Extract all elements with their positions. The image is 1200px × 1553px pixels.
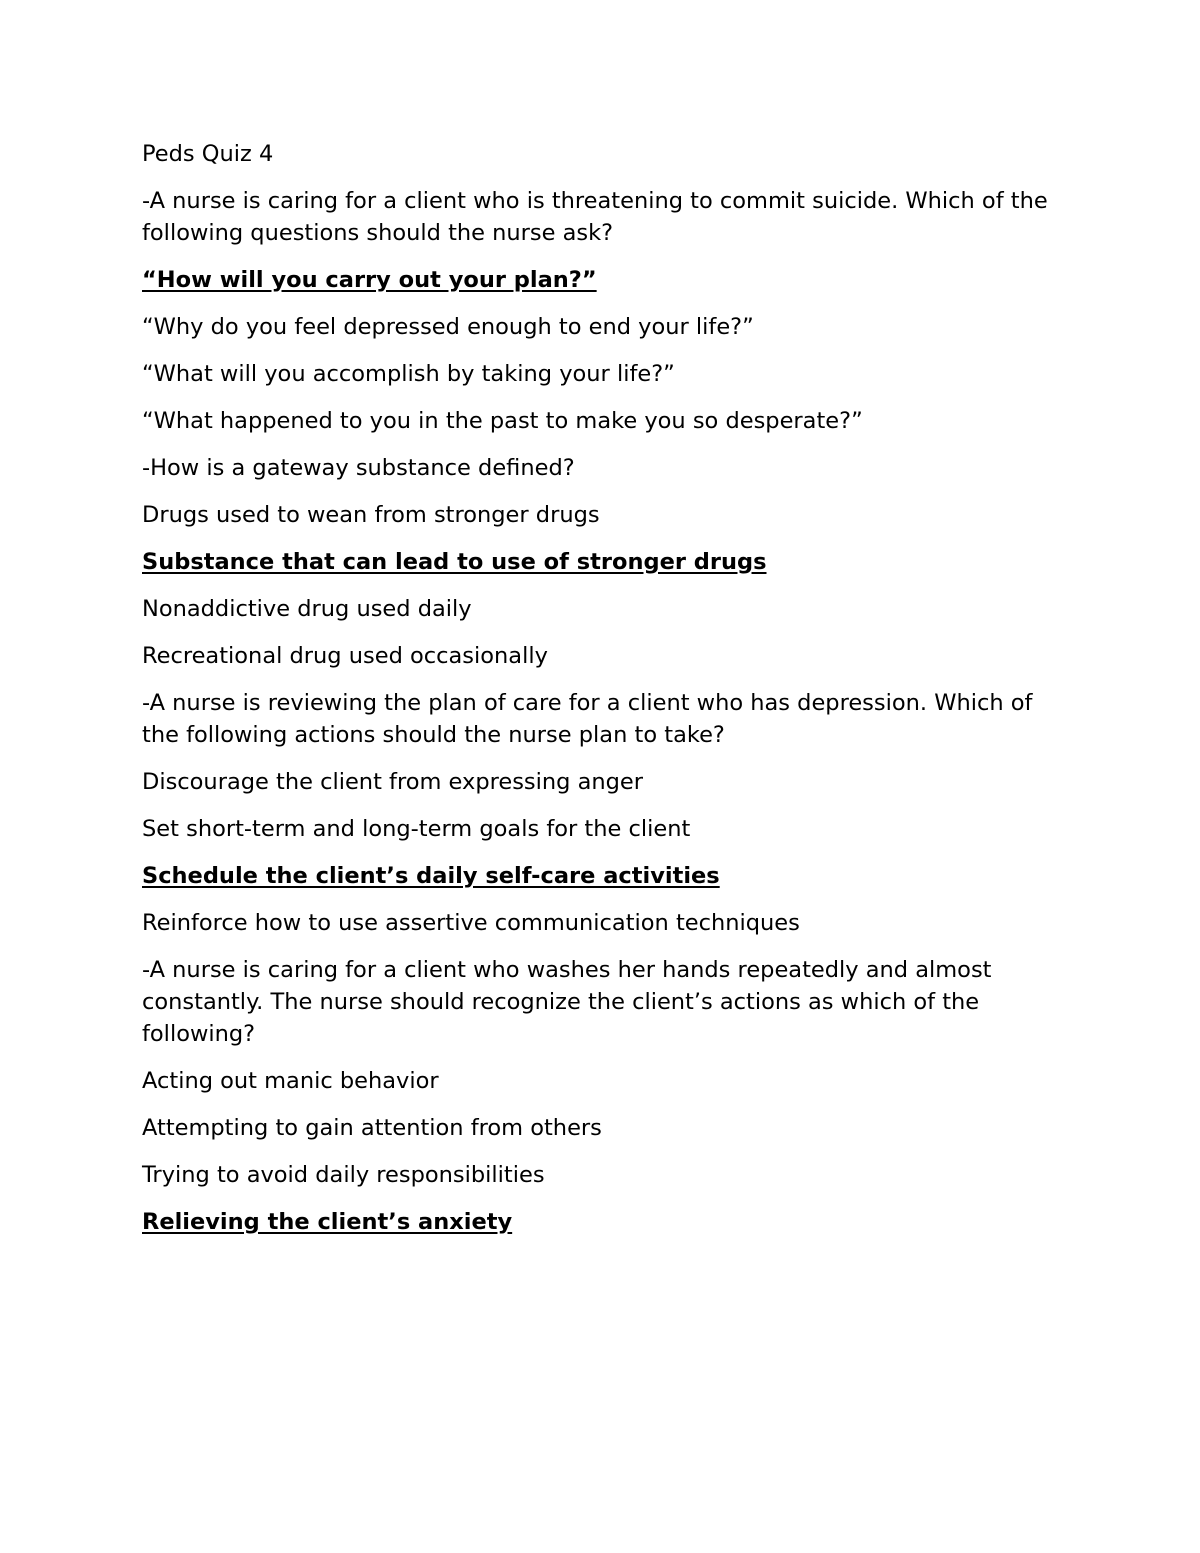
question-2-option-1: Drugs used to wean from stronger drugs — [142, 502, 600, 528]
question-4-option-4-correct: Relieving the client’s anxiety — [142, 1209, 513, 1235]
question-2-prompt: -How is a gateway substance defined? — [142, 455, 575, 481]
question-2-option-3: Nonaddictive drug used daily — [142, 596, 472, 622]
question-1-option-3: “What will you accomplish by taking your life?” — [142, 361, 675, 387]
question-4-option-3: Trying to avoid daily responsibilities — [142, 1162, 545, 1188]
question-3-option-2: Set short-term and long-term goals for the client — [142, 816, 691, 842]
question-4-prompt: -A nurse is caring for a client who washes her hands repeatedly and almost constantly. The nurse should recognize the client’s actions as which of the following? — [142, 957, 992, 1047]
question-2-option-4: Recreational drug used occasionally — [142, 643, 548, 669]
question-2-option-2-correct: Substance that can lead to use of stronger drugs — [142, 549, 767, 575]
question-1-option-1-correct: “How will you carry out your plan?” — [142, 267, 597, 293]
question-1-option-2: “Why do you feel depressed enough to end your life?” — [142, 314, 754, 340]
question-3-prompt: -A nurse is reviewing the plan of care for a client who has depression. Which of the following actions should the nurse plan to take? — [142, 690, 1033, 748]
document-title: Peds Quiz 4 — [142, 141, 274, 167]
question-3-option-3-correct: Schedule the client’s daily self-care activities — [142, 863, 720, 889]
question-1-prompt: -A nurse is caring for a client who is threatening to commit suicide. Which of the following questions should the nurse ask? — [142, 188, 1048, 246]
question-1-option-4: “What happened to you in the past to make you so desperate?” — [142, 408, 863, 434]
question-3-option-4: Reinforce how to use assertive communication techniques — [142, 910, 800, 936]
question-3-option-1: Discourage the client from expressing anger — [142, 769, 644, 795]
question-4-option-2: Attempting to gain attention from others — [142, 1115, 602, 1141]
question-4-option-1: Acting out manic behavior — [142, 1068, 439, 1094]
document-body — [142, 138, 1062, 1253]
